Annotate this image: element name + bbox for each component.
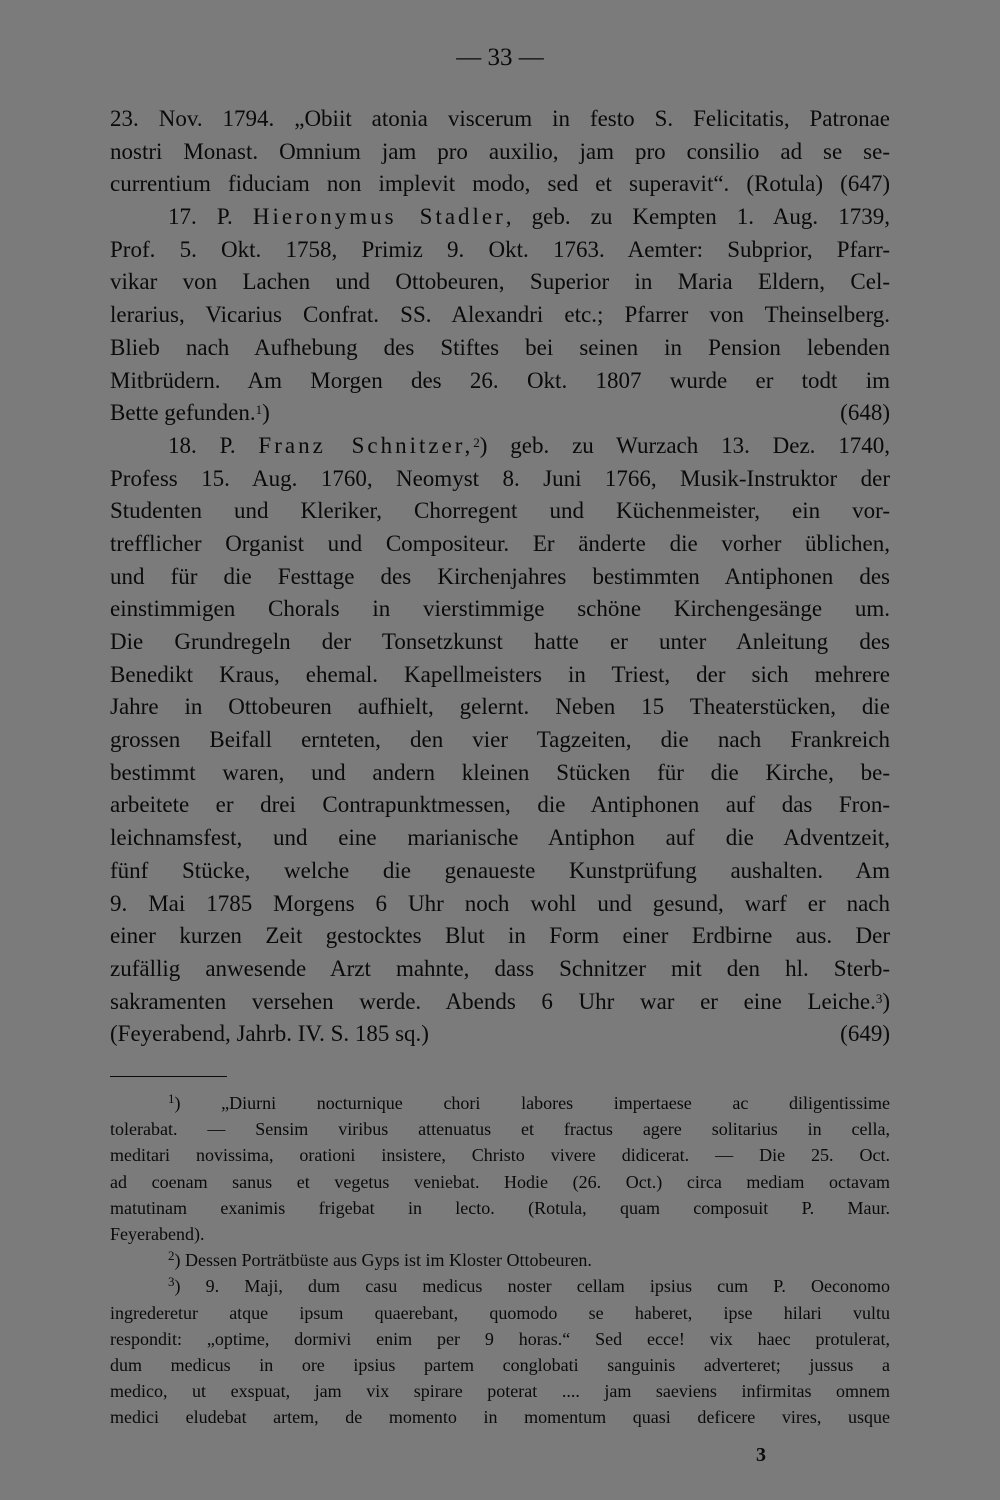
text-line: grossen Beifall ernteten, den vier Tagzeiten, die nach Frankreich xyxy=(110,727,890,753)
monk-name-stadler: Hieronymus Stadler xyxy=(252,204,506,230)
text-span: ) „Diurni nocturnique chori labores impertaese ac diligentissime xyxy=(174,1093,890,1113)
signature-mark: 3 xyxy=(756,1444,766,1466)
footnote-line: respondit: „optime, dormivi enim per 9 horas.“ Sed ecce! vix haec protulerat, xyxy=(110,1328,890,1349)
text-span: ) xyxy=(262,400,270,426)
footnote-3 xyxy=(110,1273,890,1299)
text-line: lerarius, Vicarius Confrat. SS. Alexandri etc.; Pfarrer von Theinselberg. xyxy=(110,302,890,328)
page-number: — 33 — xyxy=(456,44,544,71)
footnote-marker: 1 xyxy=(168,1091,175,1106)
text-line: Blieb nach Aufhebung des Stiftes bei seinen in Pension lebenden xyxy=(110,334,890,360)
footnote-marker: 2 xyxy=(168,1248,175,1264)
text-line: trefflicher Organist und Compositeur. Er änderte die vorher üblichen, xyxy=(110,530,890,556)
text-line xyxy=(110,1018,890,1051)
entry-ref-number: (648) xyxy=(840,400,890,426)
text-line: Studenten und Kleriker, Chorregent und Küchenmeister, ein vor- xyxy=(110,498,890,524)
monk-name-schnitzer: Franz Schnitzer, xyxy=(258,432,474,458)
entry-18-heading xyxy=(110,430,890,463)
text-line: Benedikt Kraus, ehemal. Kapellmeisters in Triest, der sich mehrere xyxy=(110,661,890,687)
text-line: arbeitete er drei Contrapunktmessen, die Antiphonen auf das Fron- xyxy=(110,792,890,818)
text-span: ) geb. zu Wurzach 13. Dez. 1740, xyxy=(479,432,891,458)
footnote-ref-1: 1 xyxy=(255,402,263,418)
footnote-line: ad coenam sanus et vegetus veniebat. Hodie (26. Oct.) circa mediam octavam xyxy=(110,1171,890,1192)
text-line: zufällig anwesende Arzt mahnte, dass Schnitzer mit den hl. Sterb- xyxy=(110,955,890,981)
text-line: einstimmigen Chorals in vierstimmige schöne Kirchengesänge um. xyxy=(110,596,890,622)
footnote-separator xyxy=(110,1076,227,1077)
text-line: nostri Monast. Omnium jam pro auxilio, jam pro consilio ad se se- xyxy=(110,138,890,164)
text-span: , geb. zu Kempten 1. Aug. 1739, xyxy=(505,204,890,230)
footnote-2 xyxy=(110,1247,890,1273)
text-span: sakramenten versehen werde. Abends 6 Uhr war er eine Leiche. xyxy=(110,988,876,1014)
text-line: currentium fiduciam non implevit modo, sed et superavit“. (Rotula) (647) xyxy=(110,171,890,197)
footnote-ref-3: 3 xyxy=(875,990,883,1006)
text-line: Prof. 5. Okt. 1758, Primiz 9. Okt. 1763. Aemter: Subprior, Pfarr- xyxy=(110,236,890,262)
text-line xyxy=(110,397,890,430)
text-span: ) Dessen Porträtbüste aus Gyps ist im Kloster Ottobeuren. xyxy=(174,1250,592,1271)
text-line: Mitbrüdern. Am Morgen des 26. Okt. 1807 wurde er todt im xyxy=(110,367,890,393)
citation: (Feyerabend, Jahrb. IV. S. 185 sq.) xyxy=(110,1021,429,1047)
footnote-line: dum medicus in ore ipsius partem conglobati sanguinis adverteret; jussus a xyxy=(110,1354,890,1375)
text-line: fünf Stücke, welche die genaueste Kunstprüfung aushalten. Am xyxy=(110,857,890,883)
text-line: bestimmt waren, und andern kleinen Stücken für die Kirche, be- xyxy=(110,759,890,785)
footnote-line: medici eludebat artem, de momento in momentum quasi deficere vires, usque xyxy=(110,1407,890,1428)
text-line: leichnamsfest, und eine marianische Antiphon auf die Adventzeit, xyxy=(110,825,890,851)
text-span xyxy=(110,397,270,430)
text-span: Bette gefunden. xyxy=(110,400,256,426)
text-line: 9. Mai 1785 Morgens 6 Uhr noch wohl und gesund, warf er nach xyxy=(110,890,890,916)
text-line: Profess 15. Aug. 1760, Neomyst 8. Juni 1766, Musik-Instruktor der xyxy=(110,465,890,491)
text-span: ) xyxy=(882,988,890,1014)
entry-number: 18. P. xyxy=(168,432,259,458)
footnote-1 xyxy=(110,1090,890,1116)
entry-17-heading xyxy=(110,201,890,234)
text-line: 23. Nov. 1794. „Obiit atonia viscerum in festo S. Felicitatis, Patronae xyxy=(110,106,890,131)
text-line: einer kurzen Zeit gestocktes Blut in Form einer Erdbirne aus. Der xyxy=(110,923,890,949)
footnote-line: medico, ut exspuat, jam vix spirare poterat .... jam saeviens infirmitas omnem xyxy=(110,1381,890,1402)
entry-ref-number: (649) xyxy=(840,1021,890,1047)
footnotes xyxy=(110,1090,890,1430)
text-line: Die Grundregeln der Tonsetzkunst hatte er unter Anleitung des xyxy=(110,629,890,654)
text-line: und für die Festtage des Kirchenjahres bestimmten Antiphonen des xyxy=(110,563,890,589)
footnote-line: tolerabat. — Sensim viribus attenuatus et fractus agere solitarius in cella, xyxy=(110,1119,890,1140)
text-span: ) 9. Maji, dum casu medicus noster cellam ipsius cum P. Oeconomo xyxy=(174,1276,890,1297)
text-line xyxy=(110,986,890,1019)
footnote-line: Feyerabend). xyxy=(110,1223,205,1244)
text-line: vikar von Lachen und Ottobeuren, Superior in Maria Eldern, Cel- xyxy=(110,269,890,295)
footnote-line: meditari novissima, orationi insistere, Christo vivere didicerat. — Die 25. Oct. xyxy=(110,1145,890,1166)
main-text xyxy=(110,103,890,1051)
text-line: Jahre in Ottobeuren aufhielt, gelernt. Neben 15 Theaterstücken, die xyxy=(110,694,890,720)
footnote-ref-2: 2 xyxy=(473,434,480,450)
entry-number: 17. P. xyxy=(168,204,253,230)
footnote-line: matutinam exanimis frigebat in lecto. (Rotula, quam composuit P. Maur. xyxy=(110,1197,890,1218)
footnote-line: ingrederetur atque ipsum quaerebant, quomodo se haberet, ipse hilari vultu xyxy=(110,1302,890,1323)
footnote-marker: 3 xyxy=(168,1274,175,1290)
